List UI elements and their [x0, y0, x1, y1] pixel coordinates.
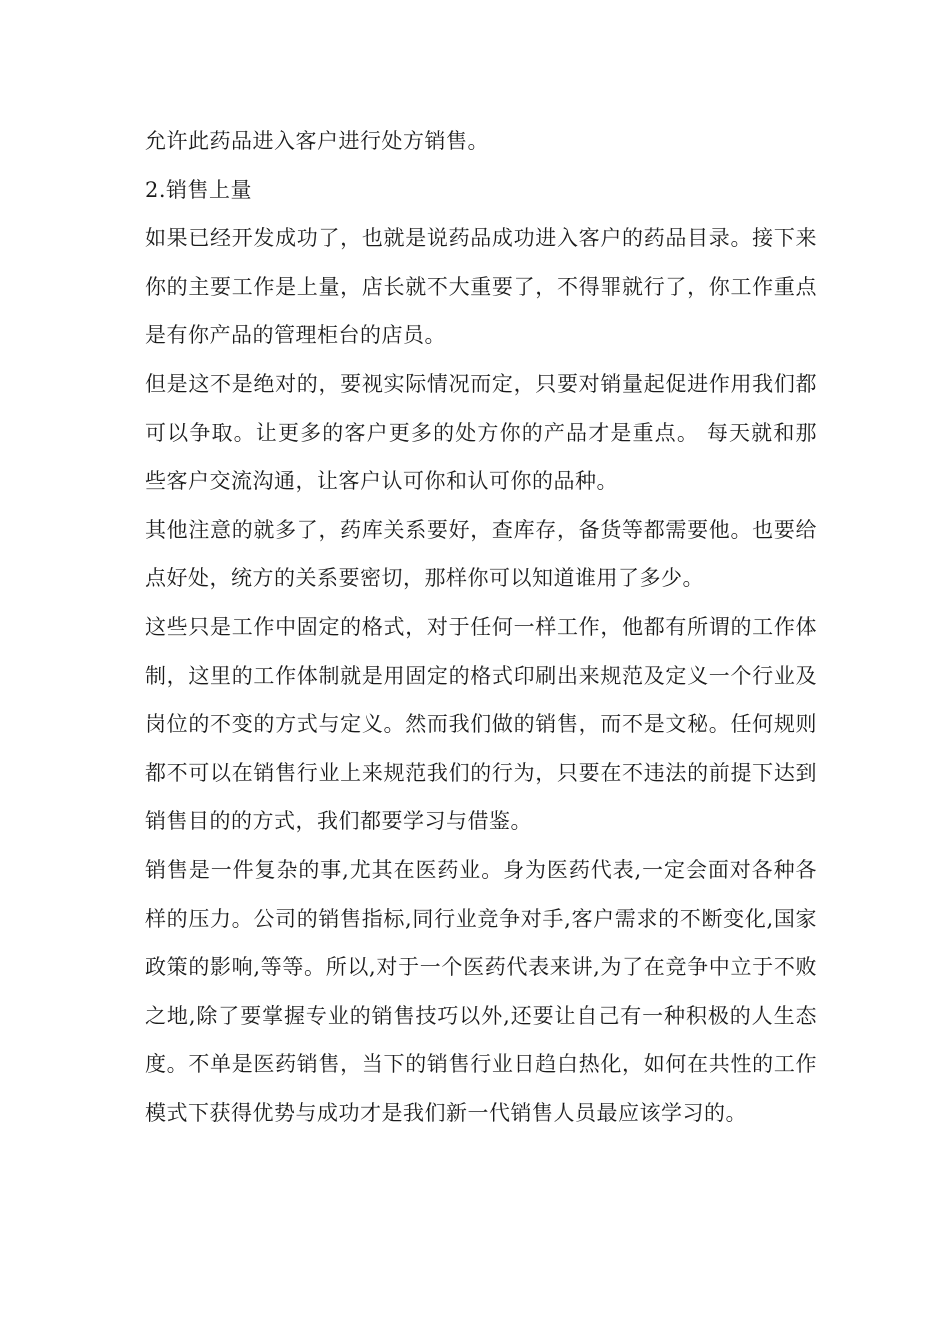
paragraph-work-format: 这些只是工作中固定的格式，对于任何一样工作，他都有所谓的工作体制，这里的工作体制就是用固定的格式印刷出来规范及定义一个行业及岗位的不变的方式与定义。然而我们做的销售，而不是文秘。任何规则都不可以在销售行业上来规范我们的行为，只要在不违法的前提下达到销售目的的方式，我们都要学习与借鉴。 [145, 614, 817, 834]
section-heading-sales-volume: 2.销售上量 [145, 177, 253, 202]
document-body [145, 117, 817, 1137]
paragraph-not-absolute: 但是这不是绝对的，要视实际情况而定，只要对销量起促进作用我们都可以争取。让更多的客户更多的处方你的产品才是重点。 每天就和那些客户交流沟通，让客户认可你和认可你的品种。 [145, 371, 817, 494]
paragraph-prescription-sales: 允许此药品进入客户进行处方销售。 [145, 129, 489, 153]
paragraph-other-notes: 其他注意的就多了，药库关系要好，查库存，备货等都需要他。也要给点好处，统方的关系要密切，那样你可以知道谁用了多少。 [145, 517, 817, 591]
paragraph-sales-complexity: 销售是一件复杂的事,尤其在医药业。身为医药代表,一定会面对各种各样的压力。公司的销售指标,同行业竞争对手,客户需求的不断变化,国家政策的影响,等等。所以,对于一个医药代表来讲,为了在竞争中立于不败之地,除了要掌握专业的销售技巧以外,还要让自己有一种积极的人生态度。不单是医药销售，当下的销售行业日趋白热化，如何在共性的工作模式下获得优势与成功才是我们新一代销售人员最应该学习的。 [145, 857, 817, 1125]
paragraph-development-success: 如果已经开发成功了，也就是说药品成功进入客户的药品目录。接下来你的主要工作是上量，店长就不大重要了，不得罪就行了，你工作重点是有你产品的管理柜台的店员。 [145, 226, 817, 348]
